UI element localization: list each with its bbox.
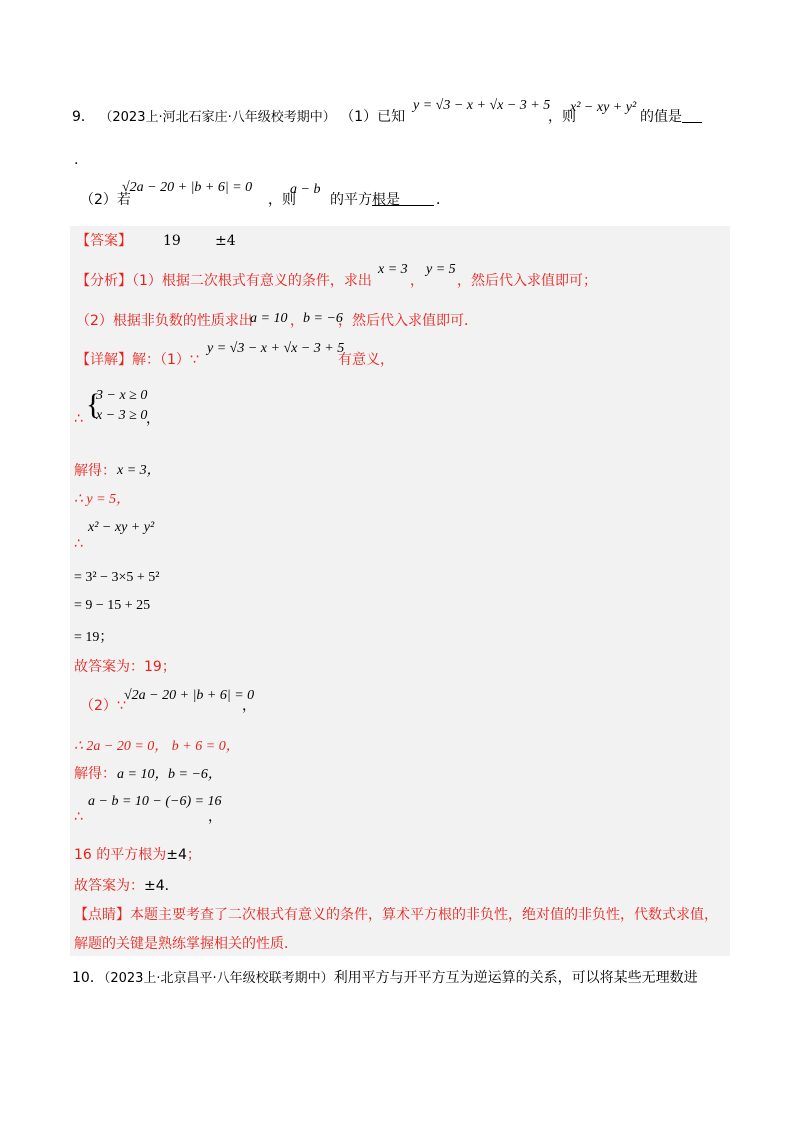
analysis-text-1b: ，然后代入求值即可； [457, 273, 597, 289]
part2-solve-label: 解得： [74, 766, 116, 782]
answer-blank-2 [372, 191, 434, 206]
question-10-text: 利用平方与开平方互为逆运算的关系，可以将某些无理数进 [333, 970, 698, 986]
solved-x: x = 3， [117, 463, 161, 478]
therefore-symbol: ∴ [74, 411, 83, 427]
remark-label: 【点睛】 [74, 907, 130, 923]
analysis-text-1a: （1）根据二次根式有意义的条件，求出 [132, 273, 372, 289]
answer-value-1: 19 [163, 233, 181, 249]
inequality-2: x − 3 ≥ 0 [96, 408, 148, 423]
square-root-is-text: 的平方根是 [330, 192, 400, 208]
part2-condition: √2a − 20 + |b + 6| = 0 [124, 688, 255, 703]
calc-step-2: = 9 − 15 + 25 [74, 598, 151, 613]
inequality-end: ， [146, 411, 160, 427]
analysis-x-eq-3: x = 3 [378, 262, 408, 277]
answer-line-2 [74, 876, 179, 896]
answer-line-2-value: ±4． [144, 878, 179, 894]
part2-because: （2）∵ [80, 698, 126, 714]
part2-ab-end: ， [208, 809, 222, 825]
expression-polynomial: x² − xy + y² [570, 100, 637, 115]
analysis-a-eq-10: a = 10 [250, 311, 288, 326]
system-brace: { [86, 388, 101, 421]
inequality-1: 3 − x ≥ 0 [96, 388, 148, 403]
part2-a-minus-b: a − b = 10 − (−6) = 16 [88, 794, 222, 809]
sqrt-line [74, 845, 201, 865]
part2-prefix: （2）若 [80, 192, 131, 208]
answer-value-2: ±4 [215, 233, 236, 249]
remark-line-2: 解题的关键是熟练掌握相关的性质． [74, 936, 298, 952]
answer-label: 【答案】 [76, 233, 132, 249]
sqrt-line-text: 16 的平方根为 [74, 847, 167, 863]
sqrt-line-value: ±4 [166, 847, 187, 863]
analysis-label: 【分析】 [76, 273, 132, 289]
calc-step-3: = 19； [74, 630, 114, 645]
part2-step-1: ∴ 2a − 20 = 0， b + 6 = 0， [74, 739, 240, 754]
question-source: （2023上·河北石家庄·八年级校考期中） [99, 110, 336, 125]
detail-meaningful: 有意义， [338, 352, 394, 368]
expression-condition: √2a − 20 + |b + 6| = 0 [122, 180, 253, 195]
analysis-b-eq-neg6: b = −6 [303, 311, 343, 326]
detail-label: 【详解】 [76, 352, 132, 368]
analysis-text-2b: ，然后代入求值即可． [338, 313, 478, 329]
analysis-line-1 [76, 271, 372, 291]
part2-b-value: b = −6， [168, 767, 222, 782]
end-mark: ． [436, 192, 450, 208]
expression-y: y = √3 − x + √x − 3 + 5 [413, 98, 551, 113]
question-10-line1 [72, 968, 698, 989]
calc-step-1: = 3² − 3×5 + 5² [74, 570, 160, 585]
expression-a-minus-b: a − b [290, 182, 321, 197]
detail-line-1 [76, 350, 199, 370]
mid-text-2: ，则 [268, 192, 296, 208]
question-source-10: （2023上·北京昌平·八年级校联考期中） [103, 971, 334, 986]
sqrt-line-end: ； [186, 847, 201, 863]
detail-jie: 解：（1）∵ [132, 352, 199, 368]
question-number: 9． [72, 109, 95, 125]
therefore-symbol-2: ∴ [74, 536, 83, 552]
answer-blank-1 [682, 108, 702, 123]
remark-line-1 [74, 905, 718, 925]
part2-a-value: a = 10， [117, 767, 169, 782]
remark-text-1: 本题主要考查了二次根式有意义的条件，算术平方根的非负性，绝对值的非负性，代数式求值， [130, 907, 718, 923]
analysis-comma: ， [410, 273, 424, 289]
solve-label: 解得： [74, 463, 116, 479]
part1-prefix: （1）已知 [340, 109, 406, 125]
solved-y: ∴ y = 5， [74, 492, 131, 507]
polynomial-expression: x² − xy + y² [88, 520, 155, 535]
part2-cond-end: ， [242, 698, 256, 714]
analysis-text-2a: （2）根据非负数的性质求出 [76, 313, 253, 329]
answer-line-1: 故答案为：19； [74, 659, 176, 675]
answer-line-2-label: 故答案为： [74, 878, 144, 894]
therefore-symbol-3: ∴ [74, 809, 83, 825]
mid-text: ，则 [548, 109, 576, 125]
analysis-y-eq-5: y = 5 [426, 262, 456, 277]
analysis-sep: ， [290, 313, 304, 329]
value-is-text: 的值是 [640, 109, 682, 125]
question-9-line1 [72, 107, 405, 128]
period-dot: . [74, 152, 79, 168]
question-number-10: 10． [72, 970, 104, 986]
detail-expression-y: y = √3 − x + √x − 3 + 5 [207, 341, 345, 356]
